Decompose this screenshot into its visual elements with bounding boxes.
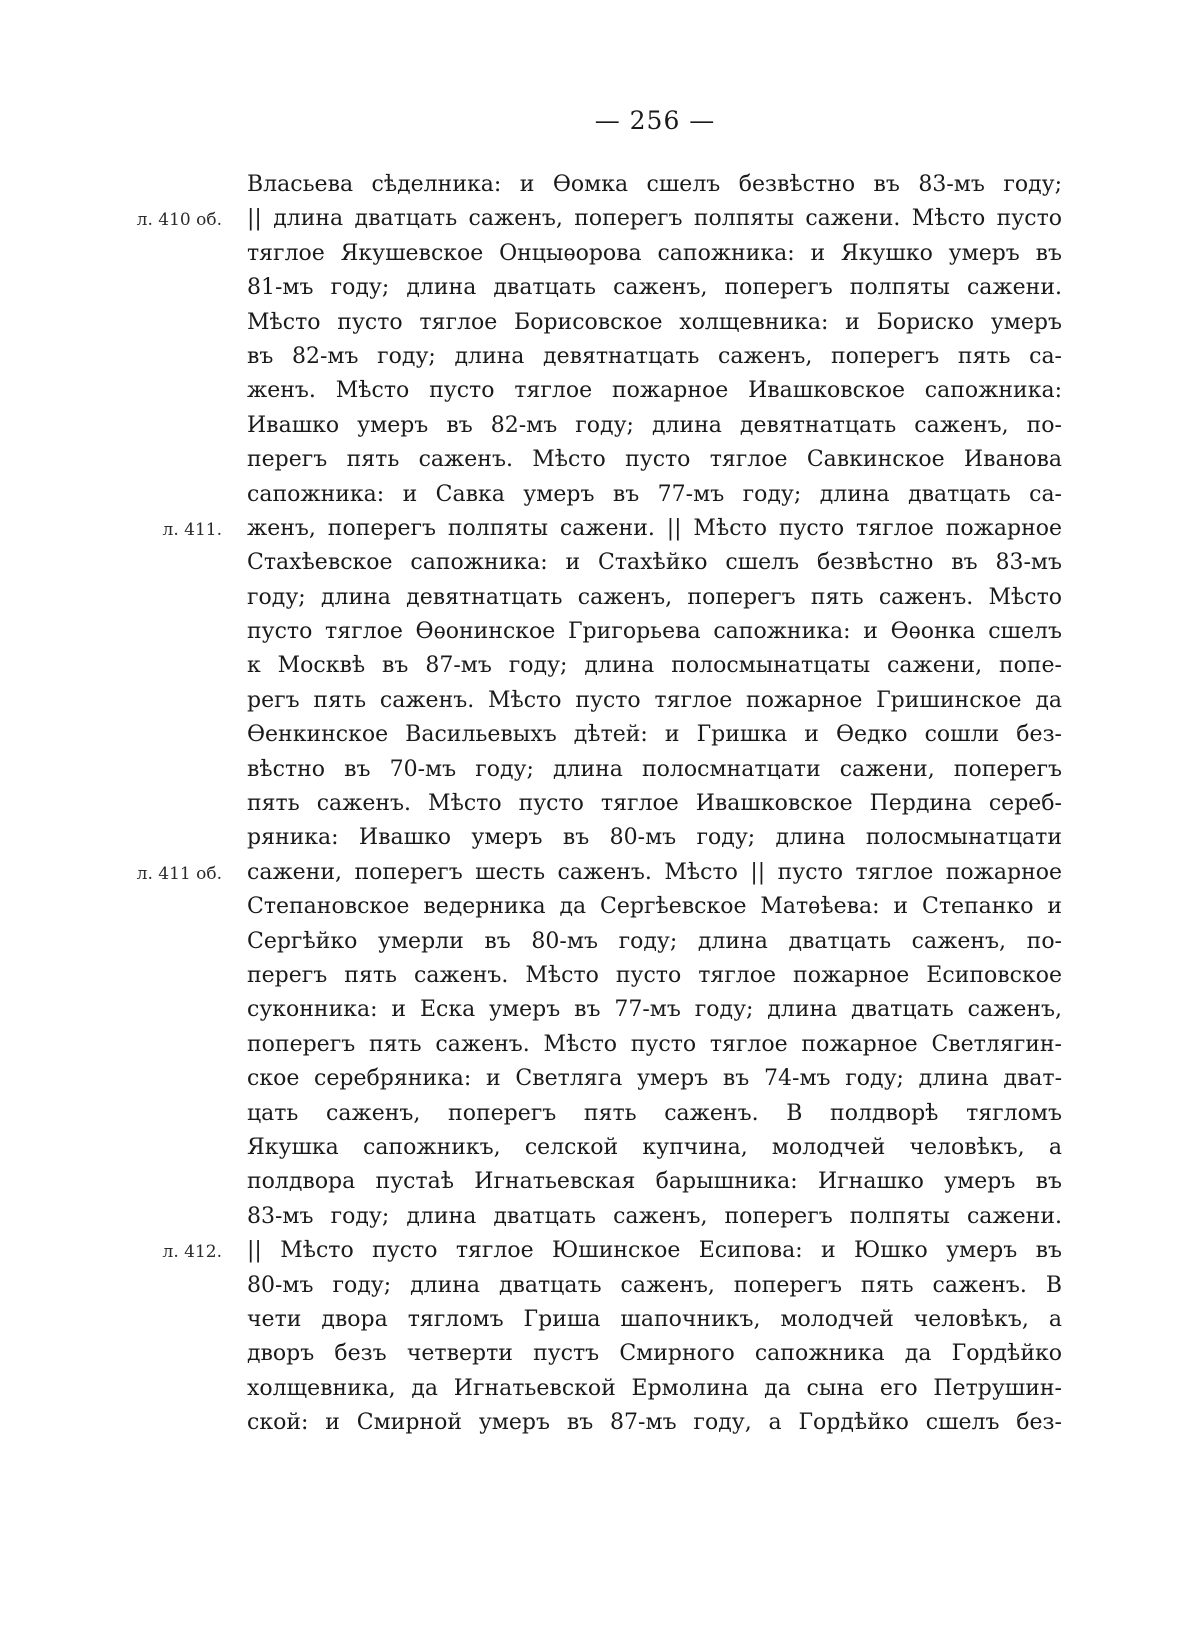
text-line-content: сажени, поперегъ шесть саженъ. Мѣсто || пусто тяглое пожарное xyxy=(247,859,1062,885)
text-line xyxy=(247,1200,1062,1234)
folio-margin-note: л. 411 об. xyxy=(136,863,222,884)
body-text xyxy=(136,168,1062,1440)
text-line xyxy=(247,1097,1062,1131)
text-line-content: 83-мъ году; длина дватцать саженъ, поперегъ полпяты сажени. xyxy=(247,1203,1062,1229)
text-line xyxy=(247,1062,1062,1096)
text-line-content: тяглое Якушевское Онцыѳорова сапожника: и Якушко умеръ въ xyxy=(247,240,1062,266)
text-line-content: Ивашко умеръ въ 82-мъ году; длина девятнатцать саженъ, по- xyxy=(247,412,1062,438)
text-line-content: вѣстно въ 70-мъ году; длина полосмнатцати сажени, поперегъ xyxy=(247,756,1062,782)
text-line-content: Власьева сѣделника: и Ѳомка сшелъ безвѣстно въ 83-мъ году; xyxy=(247,172,1062,197)
text-line xyxy=(247,1131,1062,1165)
text-line-content: суконника: и Еска умеръ въ 77-мъ году; длина дватцать саженъ, xyxy=(247,997,1062,1023)
text-line-content: || длина дватцать саженъ, поперегъ полпяты сажени. Мѣсто пусто xyxy=(247,206,1062,232)
text-line-content: перегъ пять саженъ. Мѣсто пусто тяглое Савкинское Иванова xyxy=(247,447,1062,473)
text-line-content: женъ, поперегъ полпяты сажени. || Мѣсто пусто тяглое пожарное xyxy=(247,515,1062,541)
text-line xyxy=(247,993,1062,1027)
text-line xyxy=(247,787,1062,821)
text-line xyxy=(162,1234,1062,1268)
text-line-content: Мѣсто пусто тяглое Борисовское холщевника: и Бориско умеръ xyxy=(247,309,1062,335)
text-line xyxy=(247,1406,1062,1440)
text-line-content: Стахѣевское сапожника: и Стахѣйко сшелъ безвѣстно въ 83-мъ xyxy=(247,550,1062,576)
text-line-content: ряника: Ивашко умеръ въ 80-мъ году; длина полосмынатцати xyxy=(247,825,1062,851)
folio-margin-note: л. 410 об. xyxy=(136,210,222,231)
text-line xyxy=(247,684,1062,718)
text-line xyxy=(247,546,1062,580)
text-line xyxy=(247,1337,1062,1371)
text-line xyxy=(247,237,1062,271)
text-line xyxy=(247,168,1062,202)
text-line-content: перегъ пять саженъ. Мѣсто пусто тяглое пожарное Есиповское xyxy=(247,962,1062,988)
text-line xyxy=(247,718,1062,752)
text-line-content: регъ пять саженъ. Мѣсто пусто тяглое пожарное Гришинское да xyxy=(247,687,1062,713)
text-line xyxy=(247,753,1062,787)
text-line-content: поперегъ пять саженъ. Мѣсто пусто тяглое пожарное Светлягин- xyxy=(247,1031,1062,1057)
text-line xyxy=(247,340,1062,374)
text-line-content: холщевника, да Игнатьевской Ермолина да сына его Петрушин- xyxy=(247,1375,1062,1401)
text-line xyxy=(247,1165,1062,1199)
text-line xyxy=(247,271,1062,305)
text-line xyxy=(247,821,1062,855)
text-line xyxy=(247,409,1062,443)
text-line-content: ской: и Смирной умеръ въ 87-мъ году, а Гордѣйко сшелъ без- xyxy=(247,1410,1062,1436)
text-line-content: пять саженъ. Мѣсто пусто тяглое Ивашковское Пердина сереб- xyxy=(247,791,1062,817)
text-line xyxy=(247,478,1062,512)
text-line xyxy=(247,374,1062,408)
text-line-content: Ѳенкинское Васильевыхъ дѣтей: и Гришка и Ѳедко сошли без- xyxy=(247,722,1062,748)
text-line xyxy=(247,615,1062,649)
text-line-content: 81-мъ году; длина дватцать саженъ, поперегъ полпяты сажени. xyxy=(247,275,1062,301)
folio-margin-note: л. 412. xyxy=(162,1242,222,1263)
text-line-content: сапожника: и Савка умеръ въ 77-мъ году; длина дватцать са- xyxy=(247,481,1062,507)
text-line-content: 80-мъ году; длина дватцать саженъ, поперегъ пять саженъ. В xyxy=(247,1272,1062,1298)
text-line xyxy=(247,1028,1062,1062)
text-line xyxy=(247,306,1062,340)
text-line xyxy=(136,856,1062,890)
text-line xyxy=(247,649,1062,683)
text-line xyxy=(247,443,1062,477)
text-line-content: въ 82-мъ году; длина девятнатцать саженъ, поперегъ пять са- xyxy=(247,343,1062,369)
folio-margin-note: л. 411. xyxy=(162,519,222,540)
text-line-content: Якушка сапожникъ, селской купчина, молодчей человѣкъ, а xyxy=(247,1134,1062,1160)
text-line-content: женъ. Мѣсто пусто тяглое пожарное Ивашковское сапожника: xyxy=(247,378,1062,404)
text-line-content: пусто тяглое Ѳѳонинское Григорьева сапожника: и Ѳѳонка сшелъ xyxy=(247,619,1062,645)
text-line-content: ское серебряника: и Светляга умеръ въ 74-мъ году; длина дват- xyxy=(247,1066,1062,1092)
page-number: — 256 — xyxy=(594,106,716,135)
text-line xyxy=(247,1303,1062,1337)
text-line-content: году; длина девятнатцать саженъ, поперегъ пять саженъ. Мѣсто xyxy=(247,584,1062,610)
text-line xyxy=(247,1269,1062,1303)
text-line xyxy=(247,925,1062,959)
text-line-content: Степановское ведерника да Сергѣевское Матѳѣева: и Степанко и xyxy=(247,894,1062,920)
text-line-content: полдвора пустаѣ Игнатьевская барышника: Игнашко умеръ въ xyxy=(247,1169,1062,1195)
text-line-content: цать саженъ, поперегъ пять саженъ. В полдворѣ тягломъ xyxy=(247,1100,1062,1126)
text-line xyxy=(162,512,1062,546)
text-line-content: || Мѣсто пусто тяглое Юшинское Есипова: и Юшко умеръ въ xyxy=(247,1238,1062,1264)
text-line xyxy=(136,202,1062,236)
text-line xyxy=(247,959,1062,993)
text-line xyxy=(247,1372,1062,1406)
text-line-content: к Москвѣ въ 87-мъ году; длина полосмынатцаты сажени, попе- xyxy=(247,653,1062,679)
text-line xyxy=(247,890,1062,924)
text-line-content: чети двора тягломъ Гриша шапочникъ, молодчей человѣкъ, а xyxy=(247,1306,1062,1332)
text-line-content: дворъ безъ четверти пустъ Смирного сапожника да Гордѣйко xyxy=(247,1341,1062,1367)
text-line-content: Сергѣйко умерли въ 80-мъ году; длина дватцать саженъ, по- xyxy=(247,928,1062,954)
text-line xyxy=(247,581,1062,615)
